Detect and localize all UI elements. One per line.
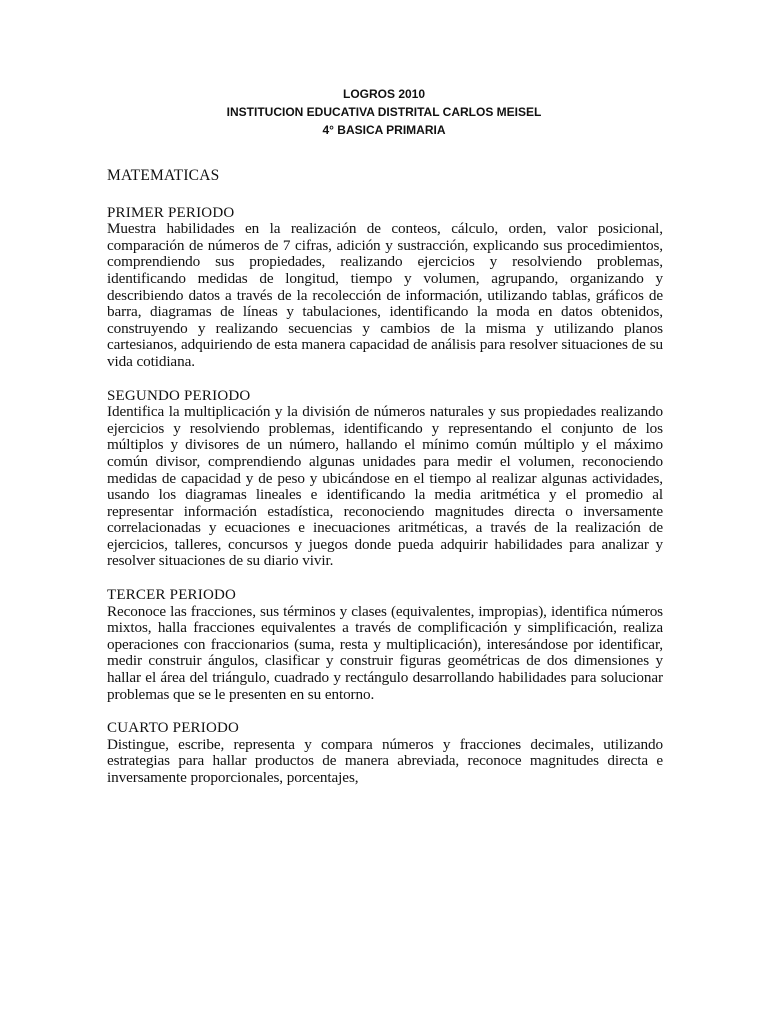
document-body [107,168,663,804]
document-header [0,85,768,139]
period-section-3 [107,587,663,703]
period-title: SEGUNDO PERIODO [107,387,251,404]
period-text: Identifica la multiplicación y la división de números naturales y sus propiedades realizando ejercicios y resolviendo problemas, identificando y representando el conjunto de los múltiplos y divisores de un número, hallando el mínimo común múltiplo y el máximo común divisor, comprendiendo algunas unidades para medir el volumen, reconociendo medidas de capacidad y de peso y ubicándose en el tiempo al realizar algunas actividades, usando los diagramas lineales e identificando la media aritmética y el promedio al representar información estadística, reconociendo magnitudes directa o inversamente correlacionadas y ecuaciones e inecuaciones aritméticas, a través de la realización de ejercicios, talleres, concursos y juegos donde pueda adquirir habilidades para analizar y resolver situaciones de su diario vivir. [107,403,663,570]
period-text: Distingue, escribe, representa y compara números y fracciones decimales, utilizando estrategias para hallar productos de manera abreviada, reconoce magnitudes directa e inversamente proporcionales, porcentajes, [107,735,663,786]
period-text: Muestra habilidades en la realización de conteos, cálculo, orden, valor posicional, comparación de números de 7 cifras, adición y sustracción, explicando sus procedimientos, comprendiendo sus propiedades, realizando ejercicios y resolviendo problemas, identificando medidas de longitud, tiempo y volumen, agrupando, organizando y describiendo datos a través de la recolección de información, utilizando tablas, gráficos de barra, diagramas de líneas y tabulaciones, identificando la moda en datos obtenidos, construyendo y realizando secuencias y cambios de la misma y utilizando planos cartesianos, adquiriendo de esta manera capacidad de análisis para resolver situaciones de su vida cotidiana. [107,220,663,370]
period-section-4 [107,720,663,786]
period-section-1 [107,205,663,371]
header-grade: 4° BASICA PRIMARIA [322,123,446,137]
header-institution: INSTITUCION EDUCATIVA DISTRITAL CARLOS MEISEL [226,105,542,119]
period-title: TERCER PERIODO [107,587,237,604]
subject-title: MATEMATICAS [107,167,220,184]
period-title: CUARTO PERIODO [107,720,240,737]
header-year-title: LOGROS 2010 [342,87,426,101]
period-title: PRIMER PERIODO [107,204,235,221]
period-section-2 [107,388,663,571]
period-text: Reconoce las fracciones, sus términos y clases (equivalentes, impropias), identifica números mixtos, halla fracciones equivalentes a través de complificación y simplificación, realiza operaciones con fraccionarios (suma, resta y multiplicación), interesándose por identificar, medir construir ángulos, clasificar y construir figuras geométricas de dos dimensiones y hallar el área del triángulo, cuadrado y rectángulo desarrollando habilidades para solucionar problemas que se le presenten en su entorno. [107,602,663,703]
